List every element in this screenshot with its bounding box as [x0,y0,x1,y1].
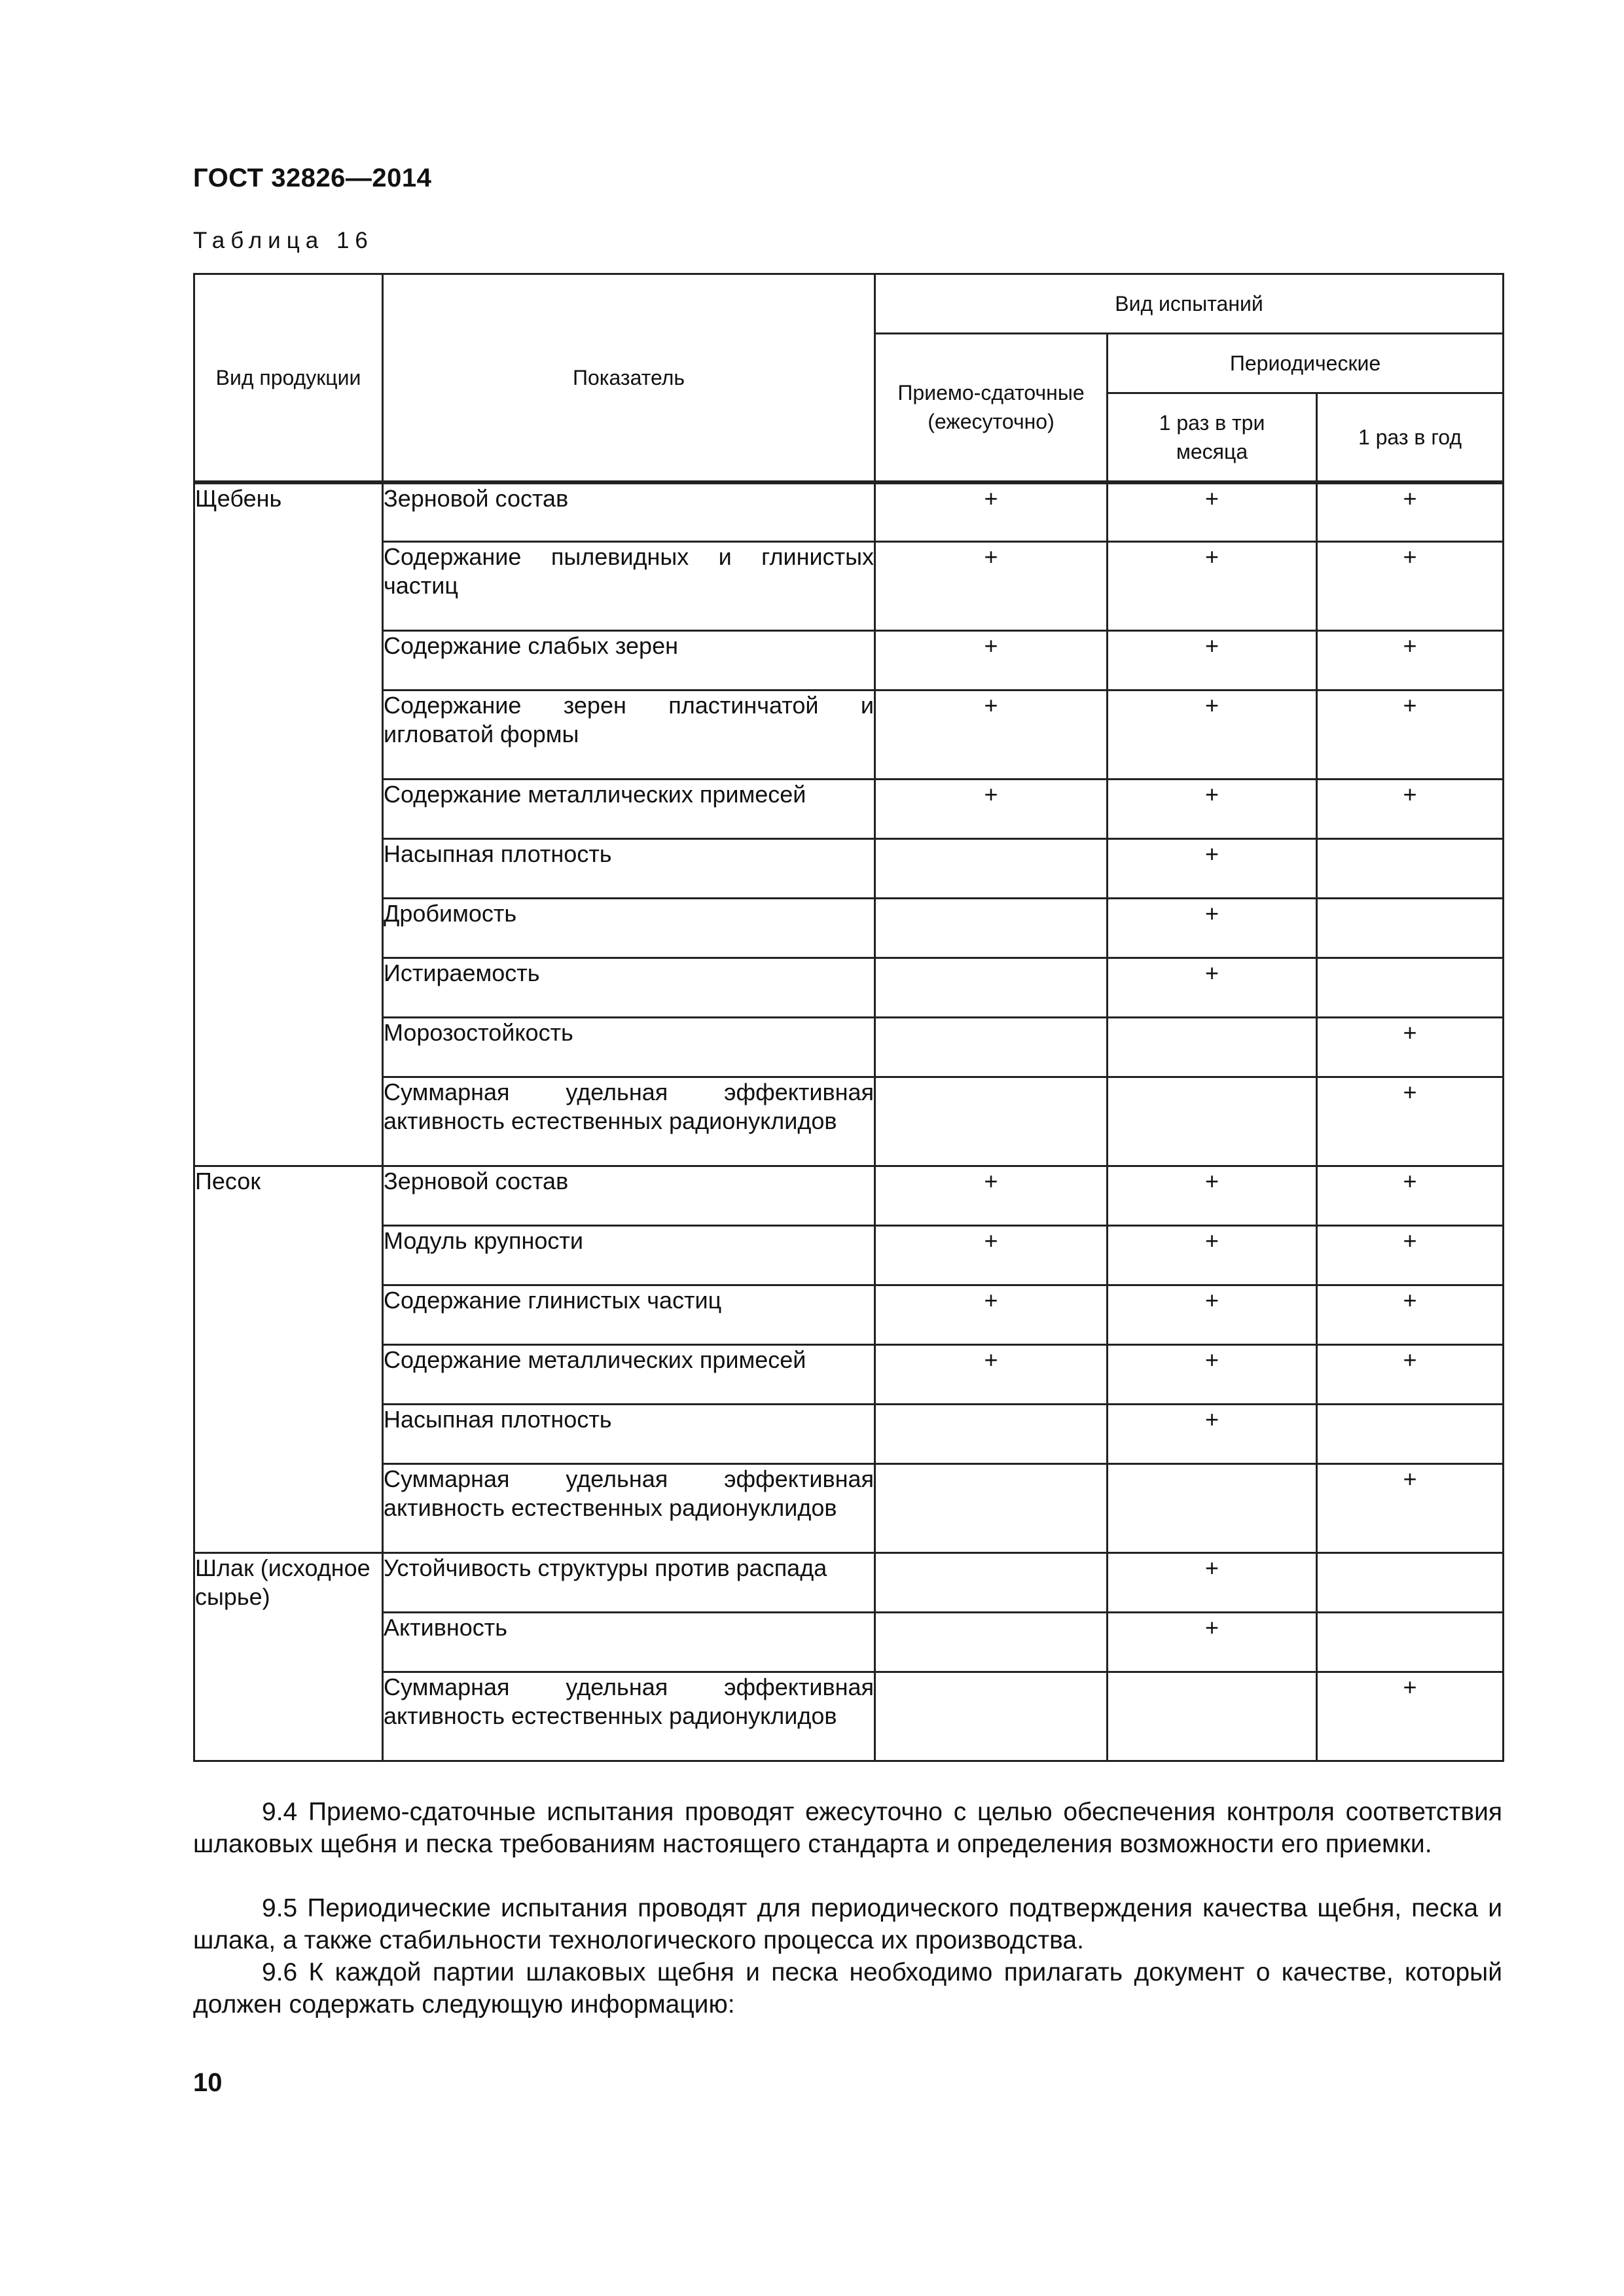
acceptance-cell [875,839,1108,899]
acceptance-cell [875,1672,1108,1761]
quarterly-cell: + [1108,1226,1317,1285]
yearly-cell: + [1317,1226,1504,1285]
paragraph-9-5: 9.5 Периодические испытания проводят для периодического подтверждения качества щебня, песка и шлака, а также стабильности технологического процесса их производства. [193,1894,1502,1954]
test-types-table [193,273,1504,1762]
table-row [194,839,1504,899]
indicator-cell: Суммарная удельная эффективная активность естественных радионуклидов [383,1464,875,1553]
acceptance-cell: + [875,691,1108,780]
table-row [194,1226,1504,1285]
indicator-cell: Содержание глинистых частиц [383,1285,875,1345]
header-acceptance: Приемо-сдаточные (ежесуточно) [875,334,1108,482]
indicator-cell: Суммарная удельная эффективная активность естественных радионуклидов [383,1672,875,1761]
yearly-cell: + [1317,482,1504,542]
acceptance-cell: + [875,1226,1108,1285]
paragraph-9-4: 9.4 Приемо-сдаточные испытания проводят ежесуточно с целью обеспечения контроля соответствия шлаковых щебня и песка требованиям настоящего стандарта и определения возможности его приемки. [193,1798,1502,1858]
quarterly-cell: + [1108,839,1317,899]
yearly-cell [1317,839,1504,899]
quarterly-cell: + [1108,542,1317,631]
table-row [194,631,1504,691]
yearly-cell: + [1317,1166,1504,1226]
yearly-cell: + [1317,1464,1504,1553]
acceptance-cell [875,1464,1108,1553]
header-quarterly: 1 раз в три месяца [1108,393,1317,482]
acceptance-cell: + [875,631,1108,691]
yearly-cell [1317,899,1504,958]
yearly-cell [1317,958,1504,1018]
yearly-cell: + [1317,1345,1504,1405]
yearly-cell: + [1317,1018,1504,1077]
acceptance-cell [875,1553,1108,1613]
table-row [194,1464,1504,1553]
quarterly-cell: + [1108,1345,1317,1405]
header-yearly: 1 раз в год [1317,393,1504,482]
table-row [194,780,1504,839]
table-row [194,1285,1504,1345]
quarterly-cell [1108,1018,1317,1077]
indicator-cell: Содержание зерен пластинчатой и игловатой формы [383,691,875,780]
header-periodic: Периодические [1108,334,1504,393]
quarterly-cell [1108,1464,1317,1553]
yearly-cell: + [1317,1077,1504,1166]
table-caption: Таблица 16 [193,228,374,253]
acceptance-cell: + [875,1285,1108,1345]
yearly-cell: + [1317,780,1504,839]
quarterly-cell [1108,1672,1317,1761]
quarterly-cell: + [1108,1405,1317,1464]
yearly-cell: + [1317,1285,1504,1345]
indicator-cell: Модуль крупности [383,1226,875,1285]
indicator-cell: Насыпная плотность [383,1405,875,1464]
table-row [194,1405,1504,1464]
indicator-cell: Зерновой состав [383,1166,875,1226]
product-cell: Песок [194,1166,383,1553]
table-row [194,1553,1504,1613]
acceptance-cell: + [875,1166,1108,1226]
indicator-cell: Содержание металлических примесей [383,1345,875,1405]
indicator-cell: Морозостойкость [383,1018,875,1077]
acceptance-cell [875,899,1108,958]
quarterly-cell: + [1108,958,1317,1018]
acceptance-cell [875,958,1108,1018]
product-cell: Щебень [194,482,383,1166]
table-row [194,1345,1504,1405]
yearly-cell [1317,1405,1504,1464]
acceptance-cell: + [875,542,1108,631]
indicator-cell: Насыпная плотность [383,839,875,899]
table-row [194,1018,1504,1077]
yearly-cell: + [1317,631,1504,691]
acceptance-cell [875,1018,1108,1077]
quarterly-cell: + [1108,691,1317,780]
table-row [194,1672,1504,1761]
quarterly-cell: + [1108,1613,1317,1672]
document-standard-header: ГОСТ 32826—2014 [193,164,432,192]
indicator-cell: Суммарная удельная эффективная активность естественных радионуклидов [383,1077,875,1166]
indicator-cell: Истираемость [383,958,875,1018]
yearly-cell [1317,1553,1504,1613]
indicator-cell: Дробимость [383,899,875,958]
table-row [194,1077,1504,1166]
table-row [194,1166,1504,1226]
acceptance-cell [875,1405,1108,1464]
table-row [194,958,1504,1018]
quarterly-cell: + [1108,482,1317,542]
paragraph-9-6: 9.6 К каждой партии шлаковых щебня и песка необходимо прилагать документ о качестве, который должен содержать следующую информацию: [193,1958,1502,2018]
yearly-cell [1317,1613,1504,1672]
table-row [194,482,1504,542]
acceptance-cell: + [875,482,1108,542]
product-cell: Шлак (исходное сырье) [194,1553,383,1761]
header-product: Вид продукции [194,274,383,482]
yearly-cell: + [1317,1672,1504,1761]
quarterly-cell: + [1108,631,1317,691]
indicator-cell: Устойчивость структуры против распада [383,1553,875,1613]
quarterly-cell: + [1108,1553,1317,1613]
quarterly-cell: + [1108,780,1317,839]
header-indicator: Показатель [383,274,875,482]
acceptance-cell [875,1613,1108,1672]
acceptance-cell: + [875,1345,1108,1405]
table-row [194,1613,1504,1672]
indicator-cell: Содержание пылевидных и глинистых частиц [383,542,875,631]
yearly-cell: + [1317,542,1504,631]
indicator-cell: Содержание металлических примесей [383,780,875,839]
quarterly-cell: + [1108,1166,1317,1226]
quarterly-cell: + [1108,1285,1317,1345]
quarterly-cell: + [1108,899,1317,958]
table-row [194,691,1504,780]
indicator-cell: Зерновой состав [383,482,875,542]
table-row [194,899,1504,958]
indicator-cell: Содержание слабых зерен [383,631,875,691]
acceptance-cell: + [875,780,1108,839]
yearly-cell: + [1317,691,1504,780]
quarterly-cell [1108,1077,1317,1166]
page-number: 10 [193,2068,223,2097]
indicator-cell: Активность [383,1613,875,1672]
acceptance-cell [875,1077,1108,1166]
table-row [194,542,1504,631]
header-test-type: Вид испытаний [875,274,1504,334]
